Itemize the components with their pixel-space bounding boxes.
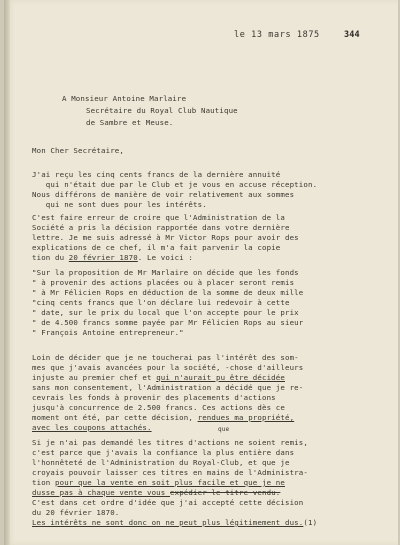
body-line: tion du 20 février 1870. Le voici :	[32, 253, 193, 262]
body-line: du 20 février 1870.	[32, 508, 120, 517]
body-line: Société a pris la décision rapportée dans votre dernière	[32, 223, 290, 232]
body-line: lettre. Je me suis adressé à Mr Victor Rops pour avoir des	[32, 233, 299, 242]
body-line: mes que j'avais avancées pour la société, -chose d'ailleurs	[32, 363, 304, 372]
addressee-line-3: de Sambre et Meuse.	[86, 118, 174, 127]
quote-line: " de 4.500 francs somme payée par Mr Félicien Rops au sieur	[32, 318, 304, 327]
underlined-date: 20 février 1870	[68, 253, 138, 262]
body-line: sans mon consentement, l'Administration a décidé que je re-	[32, 383, 304, 392]
body-line: jusqu'à concurrence de 2.500 francs. Ces actions dès ce	[32, 403, 285, 412]
body-line: qui ne sont dues pour les intérêts.	[32, 200, 207, 209]
body-line: C'est faire erreur de croire que l'Administration de la	[32, 213, 285, 222]
body-line: croyais pouvoir laisser ces titres en mains de l'Administra-	[32, 468, 308, 477]
quote-line: " date, sur le prix du local que l'on accepte pour le prix	[32, 308, 299, 317]
body-line: dusse pas à chaque vente vous expédier le titre vendu.	[32, 488, 281, 497]
salutation: Mon Cher Secrétaire,	[32, 146, 124, 155]
letter-page	[4, 0, 398, 545]
handwritten-insertion: que	[218, 426, 230, 433]
body-line: l'honnêteté de l'Administration du Royal-Club, et que je	[32, 458, 290, 467]
quote-line: " à provenir des actions placées ou à placer seront remis	[32, 278, 295, 287]
folio-number: 344	[344, 30, 360, 40]
body-line: explications de ce chef, il m'a fait parvenir la copie	[32, 243, 281, 252]
quote-line: "Sur la proposition de Mr Marlaire on décide que les fonds	[32, 268, 299, 277]
body-line: Loin de décider que je ne toucherai pas l'intérêt des som-	[32, 353, 299, 362]
body-line: qui n'était due par le Club et je vous en accuse réception.	[32, 180, 318, 189]
quote-line: " François Antoine entrepreneur."	[32, 328, 184, 337]
addressee-line-1: A Monsieur Antoine Marlaire	[62, 94, 187, 103]
letter-date: le 13 mars 1875	[234, 30, 320, 40]
quote-line: "cinq cents francs que l'on déclare lui redevoir à cette	[32, 298, 290, 307]
body-line: tion pour que la vente en soit plus facile et que je ne	[32, 478, 285, 487]
body-line: Les intérêts ne sont donc on ne peut plus légitimement dus.(1)	[32, 518, 318, 527]
body-line: Si je n'ai pas demandé les titres d'actions ne soient remis,	[32, 438, 308, 447]
quote-line: " à Mr Félicien Rops en déduction de la somme de deux mille	[32, 288, 304, 297]
page-binding-shadow	[4, 0, 10, 545]
body-line: cevrais les fonds à provenir des placements d'actions	[32, 393, 276, 402]
addressee-line-2: Secrétaire du Royal Club Nautique	[86, 106, 238, 115]
body-line: injuste au premier chef et qui n'aurait pu être décidée	[32, 373, 285, 382]
body-line: C'est dans cet ordre d'idée que j'ai accepté cette décision	[32, 498, 304, 507]
body-line: c'est parce que j'avais la confiance la plus entière dans	[32, 448, 295, 457]
body-line: moment ont été, par cette décision, rendues ma propriété,	[32, 413, 295, 422]
body-line: Nous différons de manière de voir relativement aux sommes	[32, 190, 295, 199]
body-line: avec les coupons attachés.	[32, 423, 152, 432]
body-line: J'ai reçu les cinq cents francs de la dernière annuité	[32, 170, 281, 179]
